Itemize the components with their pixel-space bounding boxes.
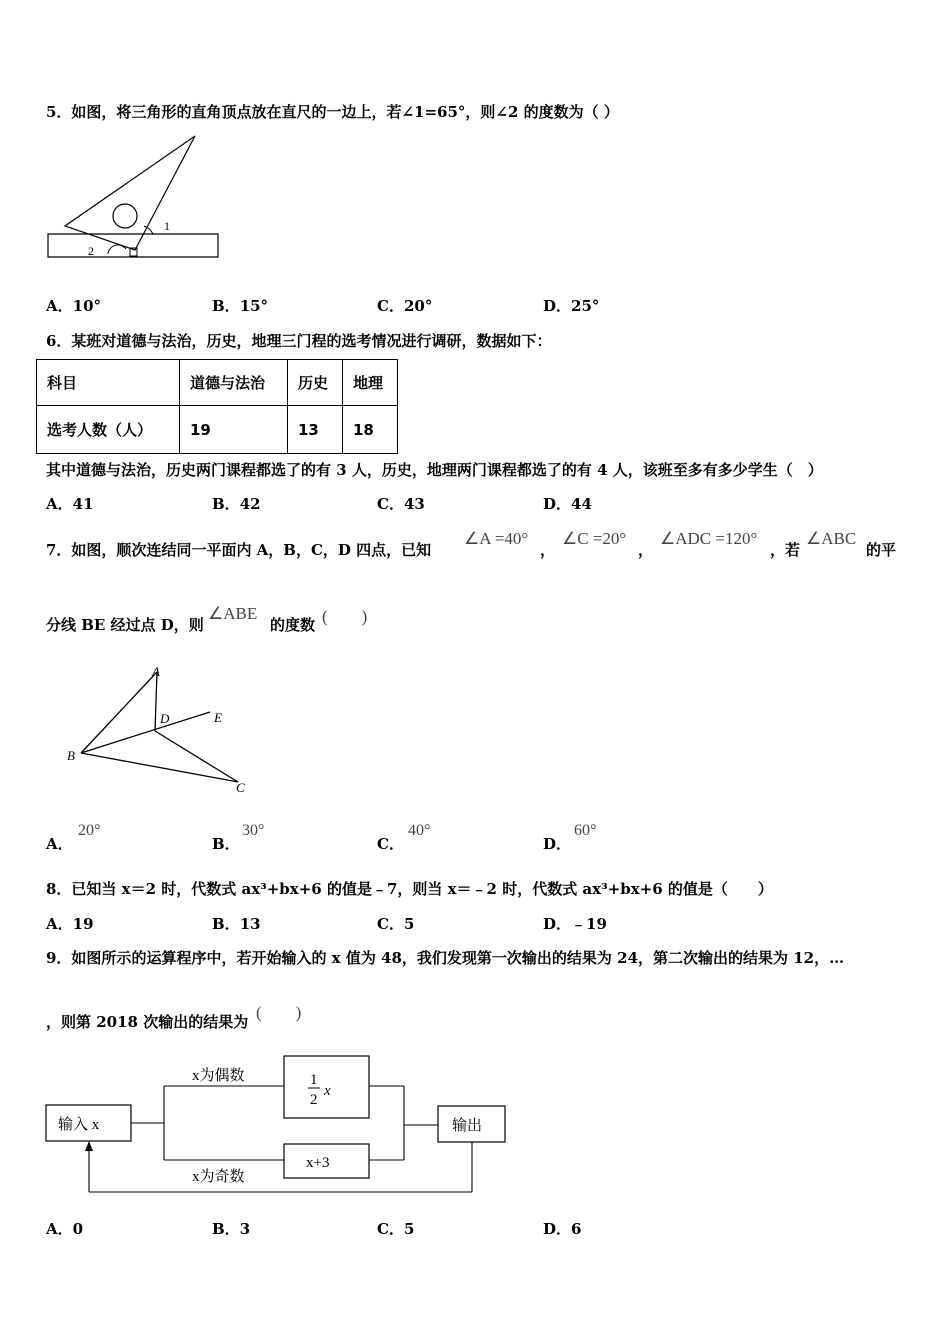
q7-text-c: 分线 BE 经过点 D，则 bbox=[46, 616, 204, 634]
q7-angle-abc: ∠ABC bbox=[806, 529, 857, 548]
q7-label-c: C bbox=[236, 780, 245, 795]
table-cell: 18 bbox=[343, 406, 398, 454]
q5-option-c: C．20° bbox=[377, 297, 433, 315]
q7-label-a: A bbox=[152, 664, 160, 679]
q7-option-c-letter: C． bbox=[377, 835, 404, 853]
q8-text: 8．已知当 x＝2 时，代数式 ax³+bx+6 的值是﹣7，则当 x＝﹣2 时，代数式 ax³+bx+6 的值是（ ） bbox=[46, 880, 773, 898]
table-header-cell: 科目 bbox=[37, 360, 180, 406]
flow-output-label: 输出 bbox=[452, 1118, 483, 1134]
q7-option-d-value: 60° bbox=[574, 822, 597, 839]
q5-text: 5．如图，将三角形的直角顶点放在直尺的一边上，若∠1=65°，则∠2 的度数为（ ） bbox=[46, 103, 619, 121]
q5-option-b: B．15° bbox=[212, 297, 269, 315]
q7-text-a: 7．如图，顺次连结同一平面内 A，B，C，D 四点，已知 bbox=[46, 541, 432, 559]
q6-option-b: B．42 bbox=[212, 495, 261, 513]
table-row bbox=[37, 406, 398, 454]
q7-sep-1: ， bbox=[540, 541, 556, 559]
q5-option-d: D．25° bbox=[543, 297, 600, 315]
q7-ruo: ，若 bbox=[770, 541, 801, 559]
q7-option-d-letter: D． bbox=[543, 835, 572, 853]
q9-option-d: D．6 bbox=[543, 1220, 582, 1238]
flow-half-den: 2 bbox=[310, 1092, 318, 1108]
table-cell: 13 bbox=[288, 406, 343, 454]
q7-sep-2: ， bbox=[638, 541, 654, 559]
table-cell: 选考人数（人） bbox=[37, 406, 180, 454]
flow-half-num: 1 bbox=[310, 1072, 318, 1088]
table-header-cell: 地理 bbox=[343, 360, 398, 406]
q9-option-c: C．5 bbox=[377, 1220, 415, 1238]
q7-text-b: 的平 bbox=[866, 541, 897, 559]
table-header-cell: 历史 bbox=[288, 360, 343, 406]
q7-option-b-value: 30° bbox=[242, 822, 265, 839]
q8-option-a: A．19 bbox=[46, 915, 94, 933]
q7-paren: ( ) bbox=[322, 607, 368, 626]
flow-even-label: x为偶数 bbox=[192, 1068, 245, 1084]
q7-label-b: B bbox=[67, 748, 75, 763]
q7-label-e: E bbox=[214, 710, 222, 725]
q7-text-d: 的度数 bbox=[270, 616, 316, 634]
flow-half-var: x bbox=[324, 1083, 331, 1099]
q9-text: 9．如图所示的运算程序中，若开始输入的 x 值为 48，我们发现第一次输出的结果为 24，第二次输出的结果为 12，… bbox=[46, 949, 845, 967]
q6-option-d: D．44 bbox=[543, 495, 592, 513]
q7-angle-c: ∠C =20° bbox=[562, 529, 627, 548]
q7-option-a-value: 20° bbox=[78, 822, 101, 839]
q5-label-1: 1 bbox=[164, 219, 170, 233]
q7-option-c-value: 40° bbox=[408, 822, 431, 839]
q5-label-2: 2 bbox=[88, 244, 94, 258]
q9-option-b: B．3 bbox=[212, 1220, 251, 1238]
q7-angle-a: ∠A =40° bbox=[464, 529, 529, 548]
q8-option-c: C．5 bbox=[377, 915, 415, 933]
q6-option-a: A．41 bbox=[46, 495, 94, 513]
q7-angle-adc: ∠ADC =120° bbox=[660, 529, 758, 548]
q6-text: 6．某班对道德与法治，历史，地理三门程的选考情况进行调研，数据如下： bbox=[46, 332, 552, 350]
q9-text2: ，则第 2018 次输出的结果为 bbox=[46, 1013, 249, 1031]
flow-input-label: 输入 x bbox=[58, 1117, 100, 1133]
flow-plus3: x+3 bbox=[306, 1155, 330, 1171]
table-row bbox=[37, 360, 398, 406]
q5-option-a: A．10° bbox=[46, 297, 102, 315]
q7-figure bbox=[60, 660, 260, 800]
q6-option-c: C．43 bbox=[377, 495, 425, 513]
q7-option-a-letter: A． bbox=[46, 835, 73, 853]
q8-option-d: D．﹣19 bbox=[543, 915, 607, 933]
q5-figure bbox=[40, 130, 230, 270]
table-header-cell: 道德与法治 bbox=[180, 360, 288, 406]
q9-option-a: A．0 bbox=[46, 1220, 84, 1238]
table-cell: 19 bbox=[180, 406, 288, 454]
q6-table bbox=[36, 359, 398, 454]
q7-angle-abe: ∠ABE bbox=[208, 604, 258, 623]
q7-option-b-letter: B． bbox=[212, 835, 240, 853]
q6-text2: 其中道德与法治，历史两门课程都选了的有 3 人，历史，地理两门课程都选了的有 4 人，该班至多有多少学生（ ） bbox=[46, 461, 823, 479]
flow-odd-label: x为奇数 bbox=[192, 1169, 245, 1185]
q8-option-b: B．13 bbox=[212, 915, 261, 933]
q9-flowchart bbox=[40, 1050, 520, 1200]
q9-paren: ( ) bbox=[256, 1003, 302, 1022]
q7-label-d: D bbox=[160, 711, 170, 726]
